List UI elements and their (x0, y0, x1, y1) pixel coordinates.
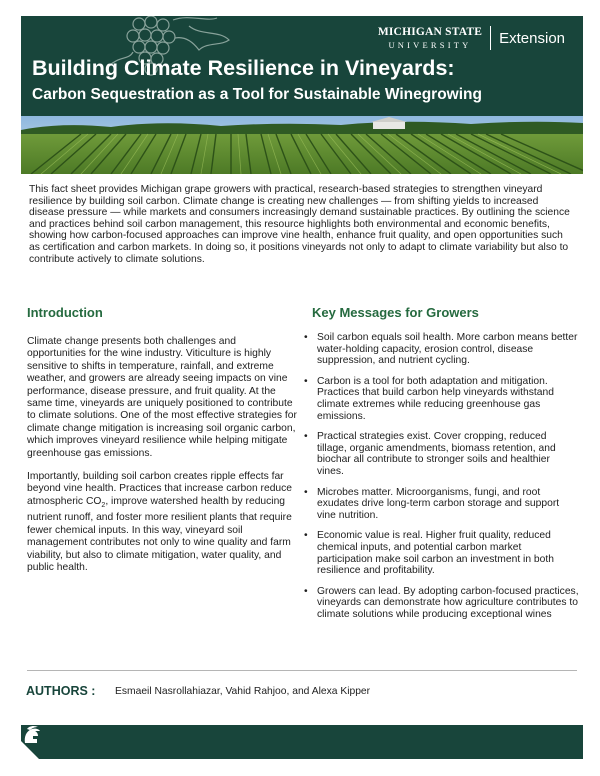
farm-building (373, 122, 405, 129)
msu-line1: MICHIGAN STATE (377, 26, 483, 38)
introduction-section (27, 305, 297, 574)
page-title: Building Climate Resilience in Vineyards: (32, 56, 455, 80)
introduction-paragraph-2 (27, 471, 297, 574)
introduction-paragraph-1: Climate change presents both challenges and opportunities for the wine industry. Viticulture is highly sensitive to shifts in temperature, rainfall, and extreme weather, and growers are already seeing impacts on vine performance, disease pressure, and fruit quality. At the same time, vineyards are uniquely positioned to contribute to climate solutions. One of the most effective strategies for climate change mitigation is increasing soil organic carbon, which improves vineyard resilience while helping mitigate greenhouse gas emissions. (27, 336, 297, 459)
header-banner (21, 16, 583, 116)
para2-text-a: Importantly, building soil carbon creates ripple effects far beyond vine health. Practices that increase carbon reduce atmospheric CO (27, 471, 293, 507)
list-item: • Soil carbon equals soil health. More carbon means better water-holding capacity, erosion control, disease suppression, and nutrient cycling. (303, 332, 579, 367)
key-messages-section (303, 305, 579, 629)
authors-label: AUTHORS : (26, 684, 96, 698)
authors-names: Esmaeil Nasrollahiazar, Vahid Rahjoo, and Alexa Kipper (115, 686, 371, 697)
list-item: • Economic value is real. Higher fruit quality, reduced chemical inputs, and potential carbon market participation make soil carbon an investment in both resilience and profitability. (303, 530, 579, 576)
msu-line2: UNIVERSITY (388, 39, 472, 50)
extension-label: Extension (499, 29, 565, 47)
list-item: • Carbon is a tool for both adaptation and mitigation. Practices that build carbon help vineyards withstand climate extremes while reducing greenhouse gas emissions. (303, 376, 579, 422)
footer-banner (21, 725, 583, 759)
section-divider (27, 670, 577, 671)
msu-wordmark (378, 27, 482, 49)
footer-band-shape (21, 725, 583, 759)
list-item: • Practical strategies exist. Cover cropping, reduced tillage, organic amendments, biomass retention, and biochar all contribute to stronger soils and healthier vines. (303, 431, 579, 477)
key-messages-list (303, 332, 579, 620)
co2-subscript: 2 (101, 501, 106, 509)
list-item: • Growers can lead. By adopting carbon-focused practices, vineyards can demonstrate how agriculture contributes to climate solutions while producing exceptional wines (303, 586, 579, 621)
key-messages-heading: Key Messages for Growers (312, 305, 479, 320)
introduction-heading: Introduction (27, 305, 103, 320)
para2-text-b: , improve watershed health by reducing nutrient runoff, and foster more resilient plants that require fewer chemical inputs. In this way, vineyard soil management contributes not only to wine quality and farm viability, but also to climate mitigation, water quality, and public health. (27, 495, 292, 573)
intro-paragraph: This fact sheet provides Michigan grape growers with practical, research-based strategies to strengthen vineyard resilience by building soil carbon. Climate change is creating new challenges — from shifting yields to increased disease pressure — while markets and consumers increasingly demand sustainable practices. By outlining the science and practices behind soil carbon management, this resource highlights both environmental and economic benefits, showing how carbon-focused approaches can improve vine health, enhance fruit quality, and open opportunities such as certification and carbon markets. In doing so, it positions vineyards not only to adapt to climate variability but also to contribute actively to climate solutions. (29, 184, 570, 265)
spartan-helmet-icon (21, 725, 43, 747)
logo-divider (490, 26, 491, 50)
msu-extension-logo (378, 26, 565, 50)
vineyard-photo (21, 116, 583, 174)
page-subtitle: Carbon Sequestration as a Tool for Sustainable Winegrowing (32, 86, 482, 103)
list-item: • Microbes matter. Microorganisms, fungi, and root exudates drive long-term carbon storage and support vine nutrition. (303, 487, 579, 522)
